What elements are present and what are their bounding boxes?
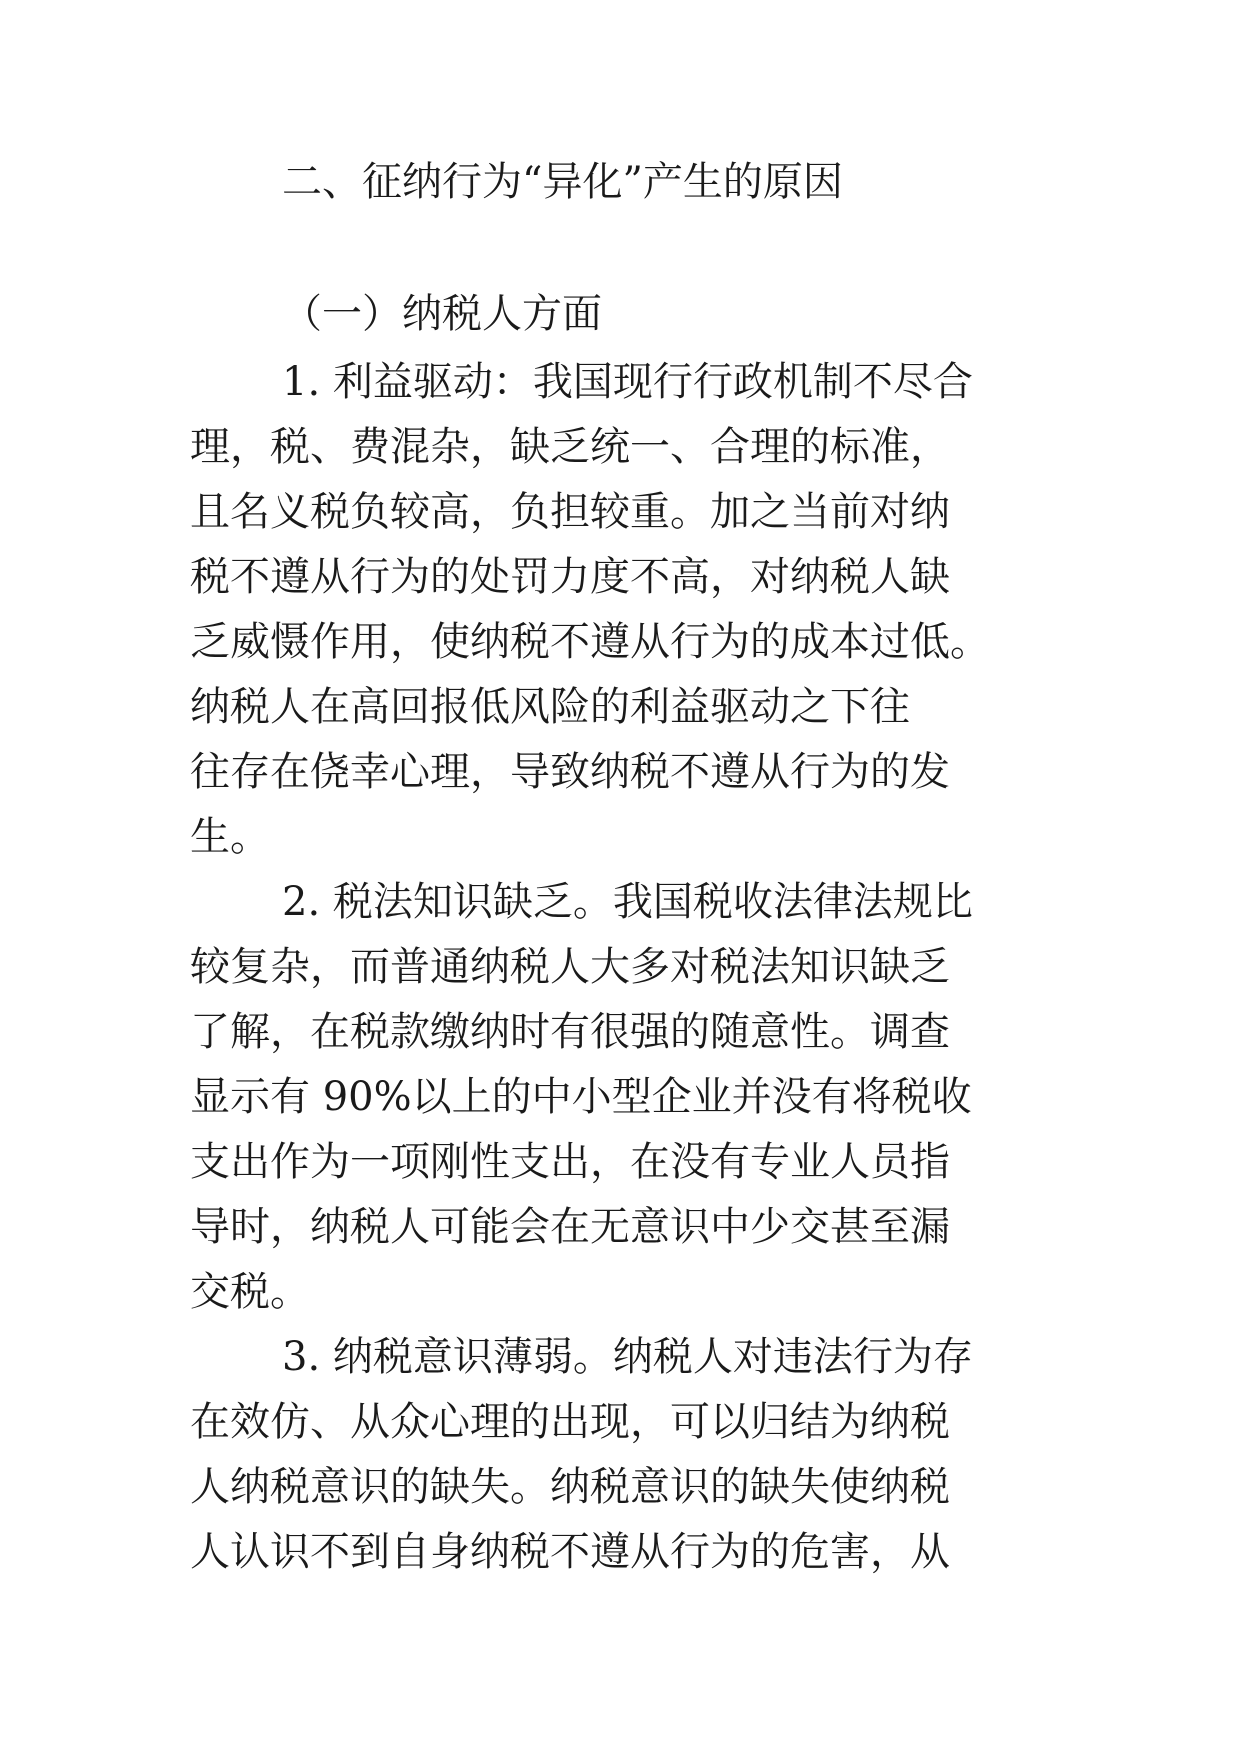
paragraph-2-line-4: 显示有 90%以上的中小型企业并没有将税收 xyxy=(190,1074,972,1120)
paragraph-3-line-2: 在效仿、从众心理的出现，可以归结为纳税 xyxy=(190,1399,950,1445)
paragraph-1-line-5: 乏威慑作用，使纳税不遵从行为的成本过低。 xyxy=(190,619,990,665)
paragraph-2-line-2: 较复杂，而普通纳税人大多对税法知识缺乏 xyxy=(190,944,950,990)
paragraph-2-line-6: 导时，纳税人可能会在无意识中少交甚至漏 xyxy=(190,1204,950,1250)
paragraph-1-line-8: 生。 xyxy=(190,814,270,860)
paragraph-1-line-4: 税不遵从行为的处罚力度不高，对纳税人缺 xyxy=(190,554,950,600)
paragraph-1-line-3: 且名义税负较高，负担较重。加之当前对纳 xyxy=(190,489,950,535)
paragraph-1-line-1: 1. 利益驱动：我国现行行政机制不尽合 xyxy=(282,359,973,405)
page-title: 二、征纳行为“异化”产生的原因 xyxy=(282,159,843,205)
section-heading: （一）纳税人方面 xyxy=(282,291,602,337)
paragraph-3-line-3: 人纳税意识的缺失。纳税意识的缺失使纳税 xyxy=(190,1464,950,1510)
paragraph-2-line-5: 支出作为一项刚性支出，在没有专业人员指 xyxy=(190,1139,950,1185)
paragraph-2-line-3: 了解，在税款缴纳时有很强的随意性。调查 xyxy=(190,1009,950,1055)
paragraph-1-line-2: 理，税、费混杂，缺乏统一、合理的标准， xyxy=(190,424,950,470)
paragraph-3-line-1: 3. 纳税意识薄弱。纳税人对违法行为存 xyxy=(282,1334,973,1380)
paragraph-2-line-1: 2. 税法知识缺乏。我国税收法律法规比 xyxy=(282,879,973,925)
paragraph-1-line-6: 纳税人在高回报低风险的利益驱动之下往 xyxy=(190,684,910,730)
paragraph-1-line-7: 往存在侥幸心理，导致纳税不遵从行为的发 xyxy=(190,749,950,795)
paragraph-3-line-4: 人认识不到自身纳税不遵从行为的危害，从 xyxy=(190,1529,950,1575)
paragraph-2-line-7: 交税。 xyxy=(190,1269,310,1315)
